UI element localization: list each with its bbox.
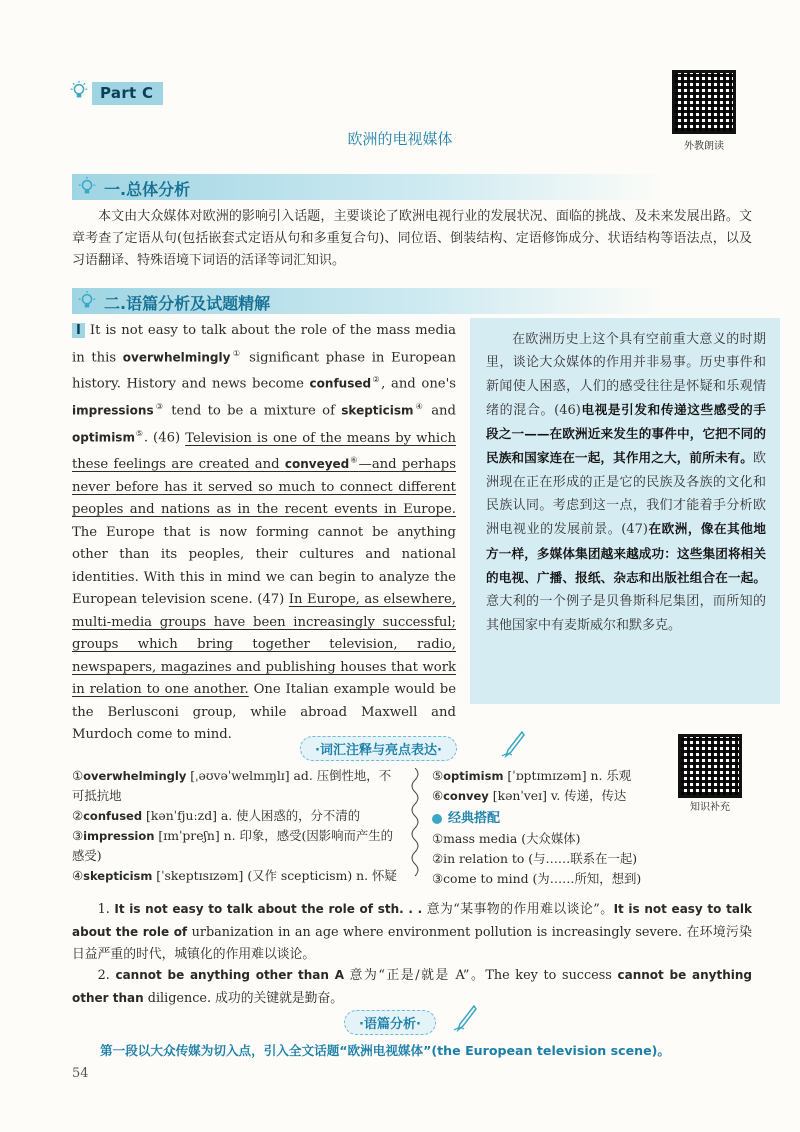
divider-wavy [409, 768, 421, 880]
collocation-item: ①mass media (大众媒体) [432, 831, 581, 846]
note-1: 1. It is not easy to talk about the role of sth. . . 意为“某事物的作用难以谈论”。It is not easy to talk about the role of urbanization in an age where environment pollution is increasingly severe. 在环境污染日益严重的时代，城镇化的作用难以谈论。 [72, 902, 753, 962]
vocab-item: ⑥convey [kənˈveɪ] v. 传递，传达 [432, 788, 627, 803]
translation-46: 电视是引发和传递这些感受的手段之一——在欧洲近来发生的事件中，它把不同的民族和国家连在一起，其作用之大，前所未有。 [486, 401, 766, 466]
section-header-overview [72, 174, 667, 200]
overview-paragraph: 本文由大众媒体对欧洲的影响引入话题，主要谈论了欧洲电视行业的发展状况、面临的挑战、及未来发展出路。文章考查了定语从句(包括嵌套式定语从句和多重复合句)、同位语、倒装结构、定语修饰成分、状语结构等语法点，以及习语翻译、特殊语境下词语的活译等词汇知识。 [72, 209, 752, 268]
lightbulb-icon [76, 290, 98, 312]
vocab-item: ③impression [ɪmˈpreʃn] n. 印象，感受(因影响而产生的感受) [72, 828, 394, 863]
note-2: 2. cannot be anything other than A 意为“正是/就是 A”。The key to success cannot be anything other than diligence. 成功的关键就是勤奋。 [72, 968, 752, 1006]
underlined-sentence-46: Television is one of the means by which these feelings are created and conveyed⑥—and perhaps never before has it served so much to connect different peoples and nations as in the recent events in Europe. [72, 430, 457, 518]
collocation-header: 经典搭配 [432, 808, 672, 829]
vocab-list-right [432, 766, 672, 889]
english-passage: I It is not easy to talk about the role of the mass media in this overwhelmingly① significant phase in European history. History and news become confused②, and one's impressions③ tend to be a mixture of skepticism④ and optimism⑤. (46) Television is one of the means by which these feelings are created and conveyed⑥—and perhaps never before has it served so much to connect different peoples and nations as in the recent events in Europe. The Europe that is now forming cannot be anything other than its peoples, their cultures and national identities. With this in mind we can begin to analyze the European television scene. (47) In Europe, as elsewhere, multi-media groups have been increasingly successful; groups which bring together television, radio, newspapers, magazines and publishing houses that work in relation to one another. One Italian example would be the Berlusconi group, while abroad Maxwell and Murdoch come to mind. [72, 323, 457, 743]
vocab-item: ⑤optimism [ˈɒptɪmɪzəm] n. 乐观 [432, 768, 632, 783]
page-title: 欧洲的电视媒体 [347, 130, 453, 148]
lightbulb-icon [76, 176, 98, 198]
lightbulb-icon [68, 80, 90, 102]
pen-icon [452, 1004, 478, 1032]
collocation-item: ③come to mind (为……所知，想到) [432, 871, 642, 886]
section-title-analysis: 二.语篇分析及试题精解 [104, 294, 271, 313]
collocation-item: ②in relation to (与……联系在一起) [432, 851, 638, 866]
pen-icon [500, 730, 526, 758]
qr-code-knowledge[interactable] [678, 734, 742, 798]
discourse-section-title: ·语篇分析· [344, 1010, 436, 1035]
section-title-overview: 一.总体分析 [104, 180, 191, 199]
underlined-sentence-47: In Europe, as elsewhere, multi-media groups have been increasingly successful; groups which bring together television, radio, newspapers, magazines and publishing houses that work in relation to one another. [72, 592, 456, 698]
vocab-list-left [72, 766, 397, 886]
qr-label-knowledge: 知识补充 [690, 802, 730, 813]
vocab-item: ②confused [kənˈfjuːzd] a. 使人困惑的，分不清的 [72, 808, 361, 823]
translation-47: 在欧洲，像在其他地方一样，多媒体集团越来越成功：这些集团将相关的电视、广播、报纸、杂志和出版社组合在一起。 [486, 521, 767, 585]
qr-label-reading: 外教朗读 [684, 141, 724, 152]
translation-box: 在欧洲历史上这个具有空前重大意义的时期里，谈论大众媒体的作用并非易事。历史事件和新闻使人困惑，人们的感受往往是怀疑和乐观情绪的混合。(46)电视是引发和传递这些感受的手段之一——在欧洲近来发生的事件中，它把不同的民族和国家连在一起，其作用之大，前所未有。欧洲现在正在形成的正是它的民族及各族的文化和民族认同。考虑到这一点，我们才能着手分析欧洲电视业的发展前景。(47)在欧洲，像在其他地方一样，多媒体集团越来越成功：这些集团将相关的电视、广播、报纸、杂志和出版社组合在一起。意大利的一个例子是贝鲁斯科尼集团，而所知的其他国家中有麦斯威尔和默多克。 [470, 318, 780, 704]
qr-code-reading[interactable] [672, 70, 736, 134]
page-number: 54 [72, 1066, 89, 1081]
vocab-item: ①overwhelmingly [ˌəʊvəˈwelmɪŋlɪ] ad. 压倒性地，不可抵抗地 [72, 768, 392, 803]
bullet-dot-icon [432, 814, 442, 824]
section-header-analysis [72, 288, 667, 314]
paragraph-marker: I [72, 323, 85, 338]
vocab-section-title: ·词汇注释与亮点表达· [300, 736, 457, 761]
vocab-item: ④skepticism [ˈskeptɪsɪzəm] (又作 scepticism) n. 怀疑 [72, 868, 397, 883]
part-label: Part C [92, 82, 163, 105]
discourse-summary: 第一段以大众传媒为切入点，引入全文话题“欧洲电视媒体”(the European television scene)。 [100, 1043, 671, 1058]
